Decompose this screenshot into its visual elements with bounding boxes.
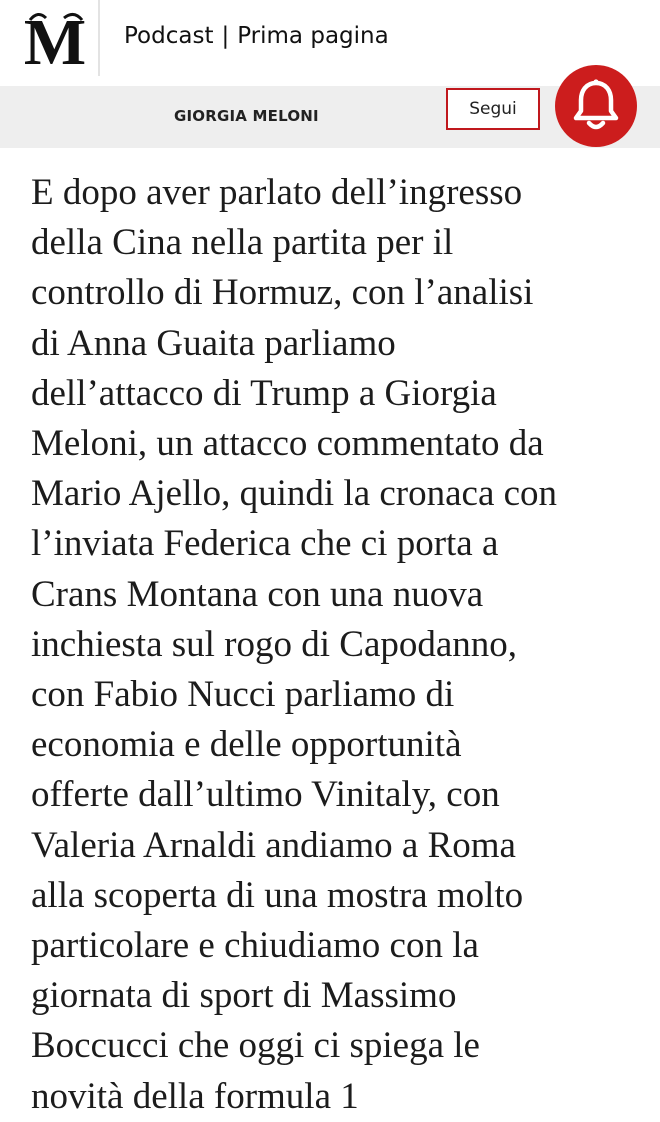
article-line: l’inviata Federica che ci porta a — [31, 523, 499, 565]
newspaper-logo[interactable] — [24, 6, 86, 74]
article-line: Boccucci che oggi ci spiega le — [31, 1025, 480, 1067]
follow-button[interactable]: Segui — [446, 88, 540, 130]
top-bar — [0, 0, 660, 86]
article-line: offerte dall’ultimo Vinitaly, con — [31, 774, 500, 816]
article-body — [31, 168, 641, 1122]
article-line: E dopo aver parlato dell’ingresso — [31, 172, 523, 213]
bell-icon — [570, 78, 622, 134]
nav-link-podcast[interactable]: Podcast — [124, 23, 214, 49]
article-line: inchiesta sul rogo di Capodanno, — [31, 623, 518, 665]
article-line: con Fabio Nucci parliamo di — [31, 674, 455, 716]
header-divider — [98, 0, 100, 76]
section-breadcrumb — [124, 18, 389, 54]
article-line: Meloni, un attacco commentato da — [31, 423, 544, 465]
logo-letter: M — [24, 6, 86, 74]
article-line: economia e delle opportunità — [31, 724, 462, 766]
article-line: Crans Montana con una nuova — [31, 573, 484, 615]
article-line: Mario Ajello, quindi la cronaca con — [31, 473, 558, 515]
article-line: controllo di Hormuz, con l’analisi — [31, 272, 534, 314]
nav-link-prima-pagina[interactable]: Prima pagina — [237, 23, 389, 49]
article-line: dell’attacco di Trump a Giorgia — [31, 372, 497, 414]
notifications-button[interactable] — [555, 65, 637, 147]
article-line: giornata di sport di Massimo — [31, 975, 457, 1017]
logo-glyph — [24, 6, 86, 74]
article-line: alla scoperta di una mostra molto — [31, 874, 524, 916]
article-line: particolare e chiudiamo con la — [31, 925, 479, 967]
topic-name[interactable]: GIORGIA MELONI — [174, 107, 319, 125]
nav-separator: | — [221, 23, 230, 49]
article-line: novità della formula 1 — [31, 1075, 359, 1117]
article-line: Valeria Arnaldi andiamo a Roma — [31, 824, 516, 866]
article-line: della Cina nella partita per il — [31, 222, 454, 264]
article-line: di Anna Guaita parliamo — [31, 322, 396, 364]
